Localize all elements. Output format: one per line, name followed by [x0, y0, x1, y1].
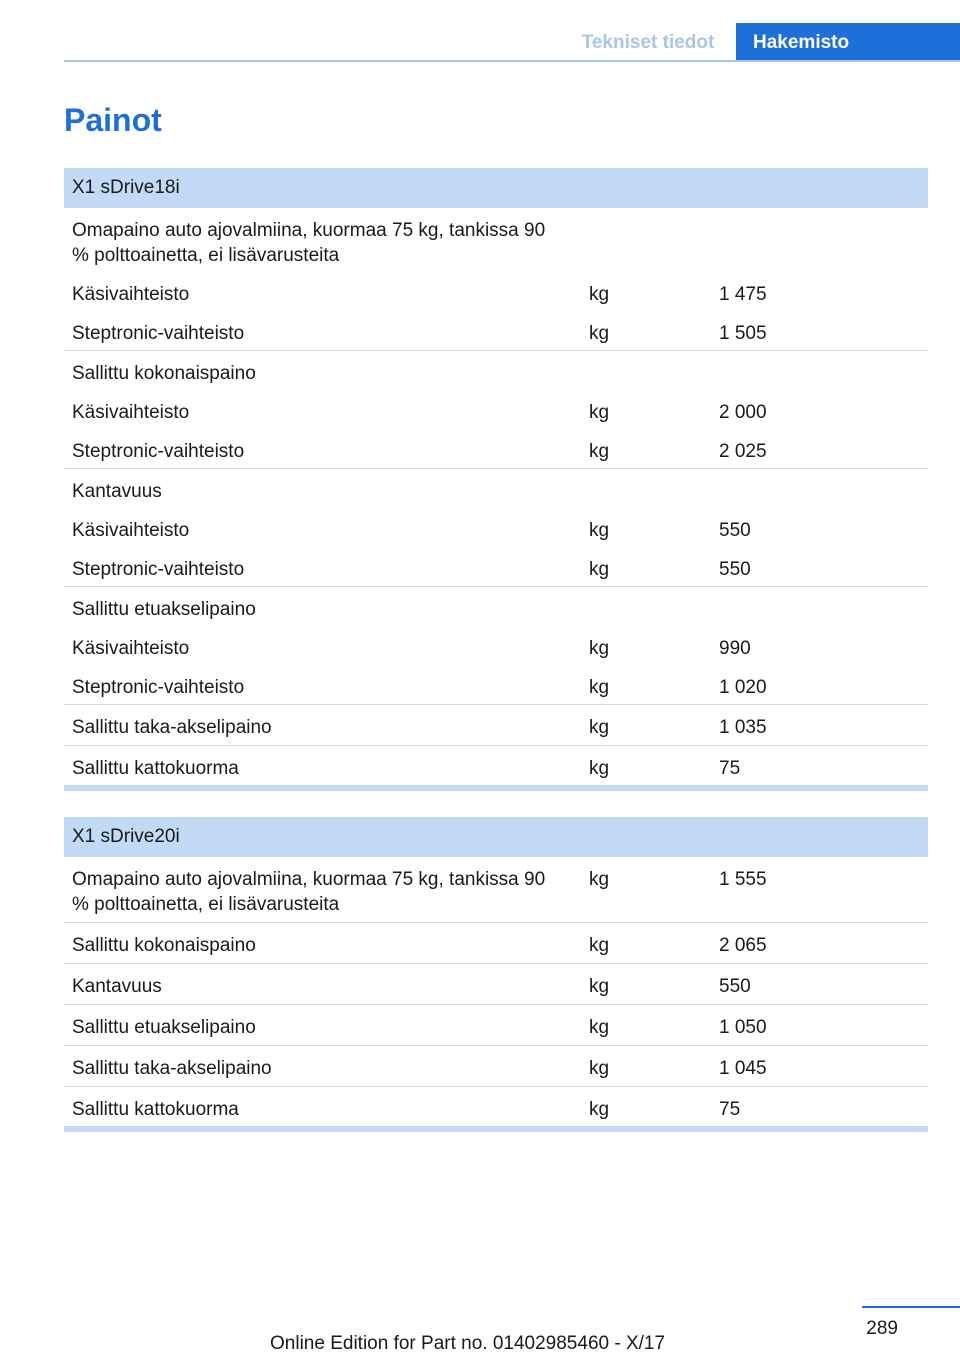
- row-unit: kg: [589, 1099, 610, 1120]
- row-value: 2 025: [719, 441, 767, 462]
- row-label: Käsivaihteisto: [72, 284, 190, 305]
- table-group: [64, 923, 928, 964]
- row-unit: kg: [589, 1058, 610, 1079]
- table-row: [64, 547, 928, 586]
- row-label: Kantavuus: [72, 481, 162, 502]
- row-unit: kg: [589, 677, 610, 698]
- table-group: [64, 208, 928, 351]
- table-row: [64, 923, 928, 963]
- table-row: [64, 429, 928, 468]
- table-row: [64, 1005, 928, 1045]
- table-row: [64, 272, 928, 311]
- row-unit: kg: [589, 323, 610, 344]
- row-value: 1 505: [719, 323, 767, 344]
- table-row: [64, 469, 928, 508]
- table-group: [64, 469, 928, 587]
- table-row: [64, 746, 928, 786]
- row-value: 75: [719, 758, 741, 779]
- table-group: [64, 1087, 928, 1127]
- row-label: Sallittu kattokuorma: [72, 1099, 239, 1120]
- row-label: Käsivaihteisto: [72, 638, 190, 659]
- row-value: 550: [719, 520, 751, 541]
- row-value: 1 555: [719, 869, 767, 890]
- table-row: [64, 964, 928, 1004]
- table-row: [64, 390, 928, 429]
- row-unit: kg: [589, 284, 610, 305]
- row-label: Steptronic-vaihteisto: [72, 441, 245, 462]
- row-label: Steptronic-vaihteisto: [72, 559, 245, 580]
- row-value: 550: [719, 559, 751, 580]
- row-unit: kg: [589, 559, 610, 580]
- table-row: [64, 1046, 928, 1086]
- row-unit: kg: [589, 402, 610, 423]
- table-group: [64, 351, 928, 469]
- tab-tekniset-tiedot[interactable]: Tekniset tiedot: [581, 31, 715, 53]
- table-group: [64, 587, 928, 705]
- table-row: [64, 705, 928, 745]
- row-value: 550: [719, 976, 751, 997]
- row-value: 1 020: [719, 677, 767, 698]
- row-label: Käsivaihteisto: [72, 520, 190, 541]
- table-group: [64, 857, 928, 923]
- footer-rule: [862, 1306, 960, 1308]
- row-label: Omapaino auto ajovalmiina, kuormaa 75 kg, tankissa 90 % polttoainetta, ei lisävarusteita: [72, 220, 546, 266]
- table-header: X1 sDrive18i: [64, 168, 928, 208]
- row-label: Käsivaihteisto: [72, 402, 190, 423]
- row-label: Sallittu kattokuorma: [72, 758, 239, 779]
- row-unit: kg: [589, 717, 610, 738]
- row-unit: kg: [589, 638, 610, 659]
- table-row: [64, 208, 928, 272]
- row-value: 990: [719, 638, 751, 659]
- row-label: Kantavuus: [72, 976, 162, 997]
- table-row: [64, 626, 928, 665]
- table-header: X1 sDrive20i: [64, 817, 928, 857]
- row-unit: kg: [589, 441, 610, 462]
- row-label: Sallittu kokonaispaino: [72, 935, 256, 956]
- row-unit: kg: [589, 935, 610, 956]
- table-row: [64, 1087, 928, 1127]
- spec-table-sdrive18i: [64, 168, 928, 791]
- row-value: 2 065: [719, 935, 767, 956]
- table-group: [64, 1046, 928, 1087]
- row-label: Sallittu etuakselipaino: [72, 1017, 256, 1038]
- row-label: Sallittu etuakselipaino: [72, 599, 256, 620]
- table-row: [64, 351, 928, 390]
- page-title: Painot: [64, 102, 162, 138]
- row-unit: kg: [589, 520, 610, 541]
- page-number: 289: [866, 1318, 898, 1339]
- edition-footer: Online Edition for Part no. 01402985460 - X/17: [270, 1333, 666, 1354]
- row-unit: kg: [589, 869, 610, 890]
- header-rule: [64, 60, 960, 62]
- row-label: Sallittu kokonaispaino: [72, 363, 256, 384]
- row-value: 75: [719, 1099, 741, 1120]
- row-unit: kg: [589, 976, 610, 997]
- row-unit: kg: [589, 758, 610, 779]
- tab-hakemisto[interactable]: Hakemisto: [736, 23, 960, 62]
- table-row: [64, 665, 928, 704]
- row-label: Sallittu taka-akselipaino: [72, 717, 272, 738]
- table-group: [64, 1005, 928, 1046]
- table-row: [64, 587, 928, 626]
- table-row: [64, 508, 928, 547]
- row-value: 1 035: [719, 717, 767, 738]
- row-value: 1 050: [719, 1017, 767, 1038]
- row-label: Sallittu taka-akselipaino: [72, 1058, 272, 1079]
- row-value: 1 475: [719, 284, 767, 305]
- row-value: 2 000: [719, 402, 767, 423]
- table-group: [64, 705, 928, 746]
- table-group: [64, 746, 928, 786]
- row-unit: kg: [589, 1017, 610, 1038]
- spec-table-sdrive20i: [64, 817, 928, 1132]
- row-label: Omapaino auto ajovalmiina, kuormaa 75 kg, tankissa 90 % polttoainetta, ei lisävarusteita: [72, 869, 546, 915]
- row-value: 1 045: [719, 1058, 767, 1079]
- table-row: [64, 311, 928, 350]
- table-group: [64, 964, 928, 1005]
- row-label: Steptronic-vaihteisto: [72, 677, 245, 698]
- row-label: Steptronic-vaihteisto: [72, 323, 245, 344]
- table-row: [64, 857, 928, 922]
